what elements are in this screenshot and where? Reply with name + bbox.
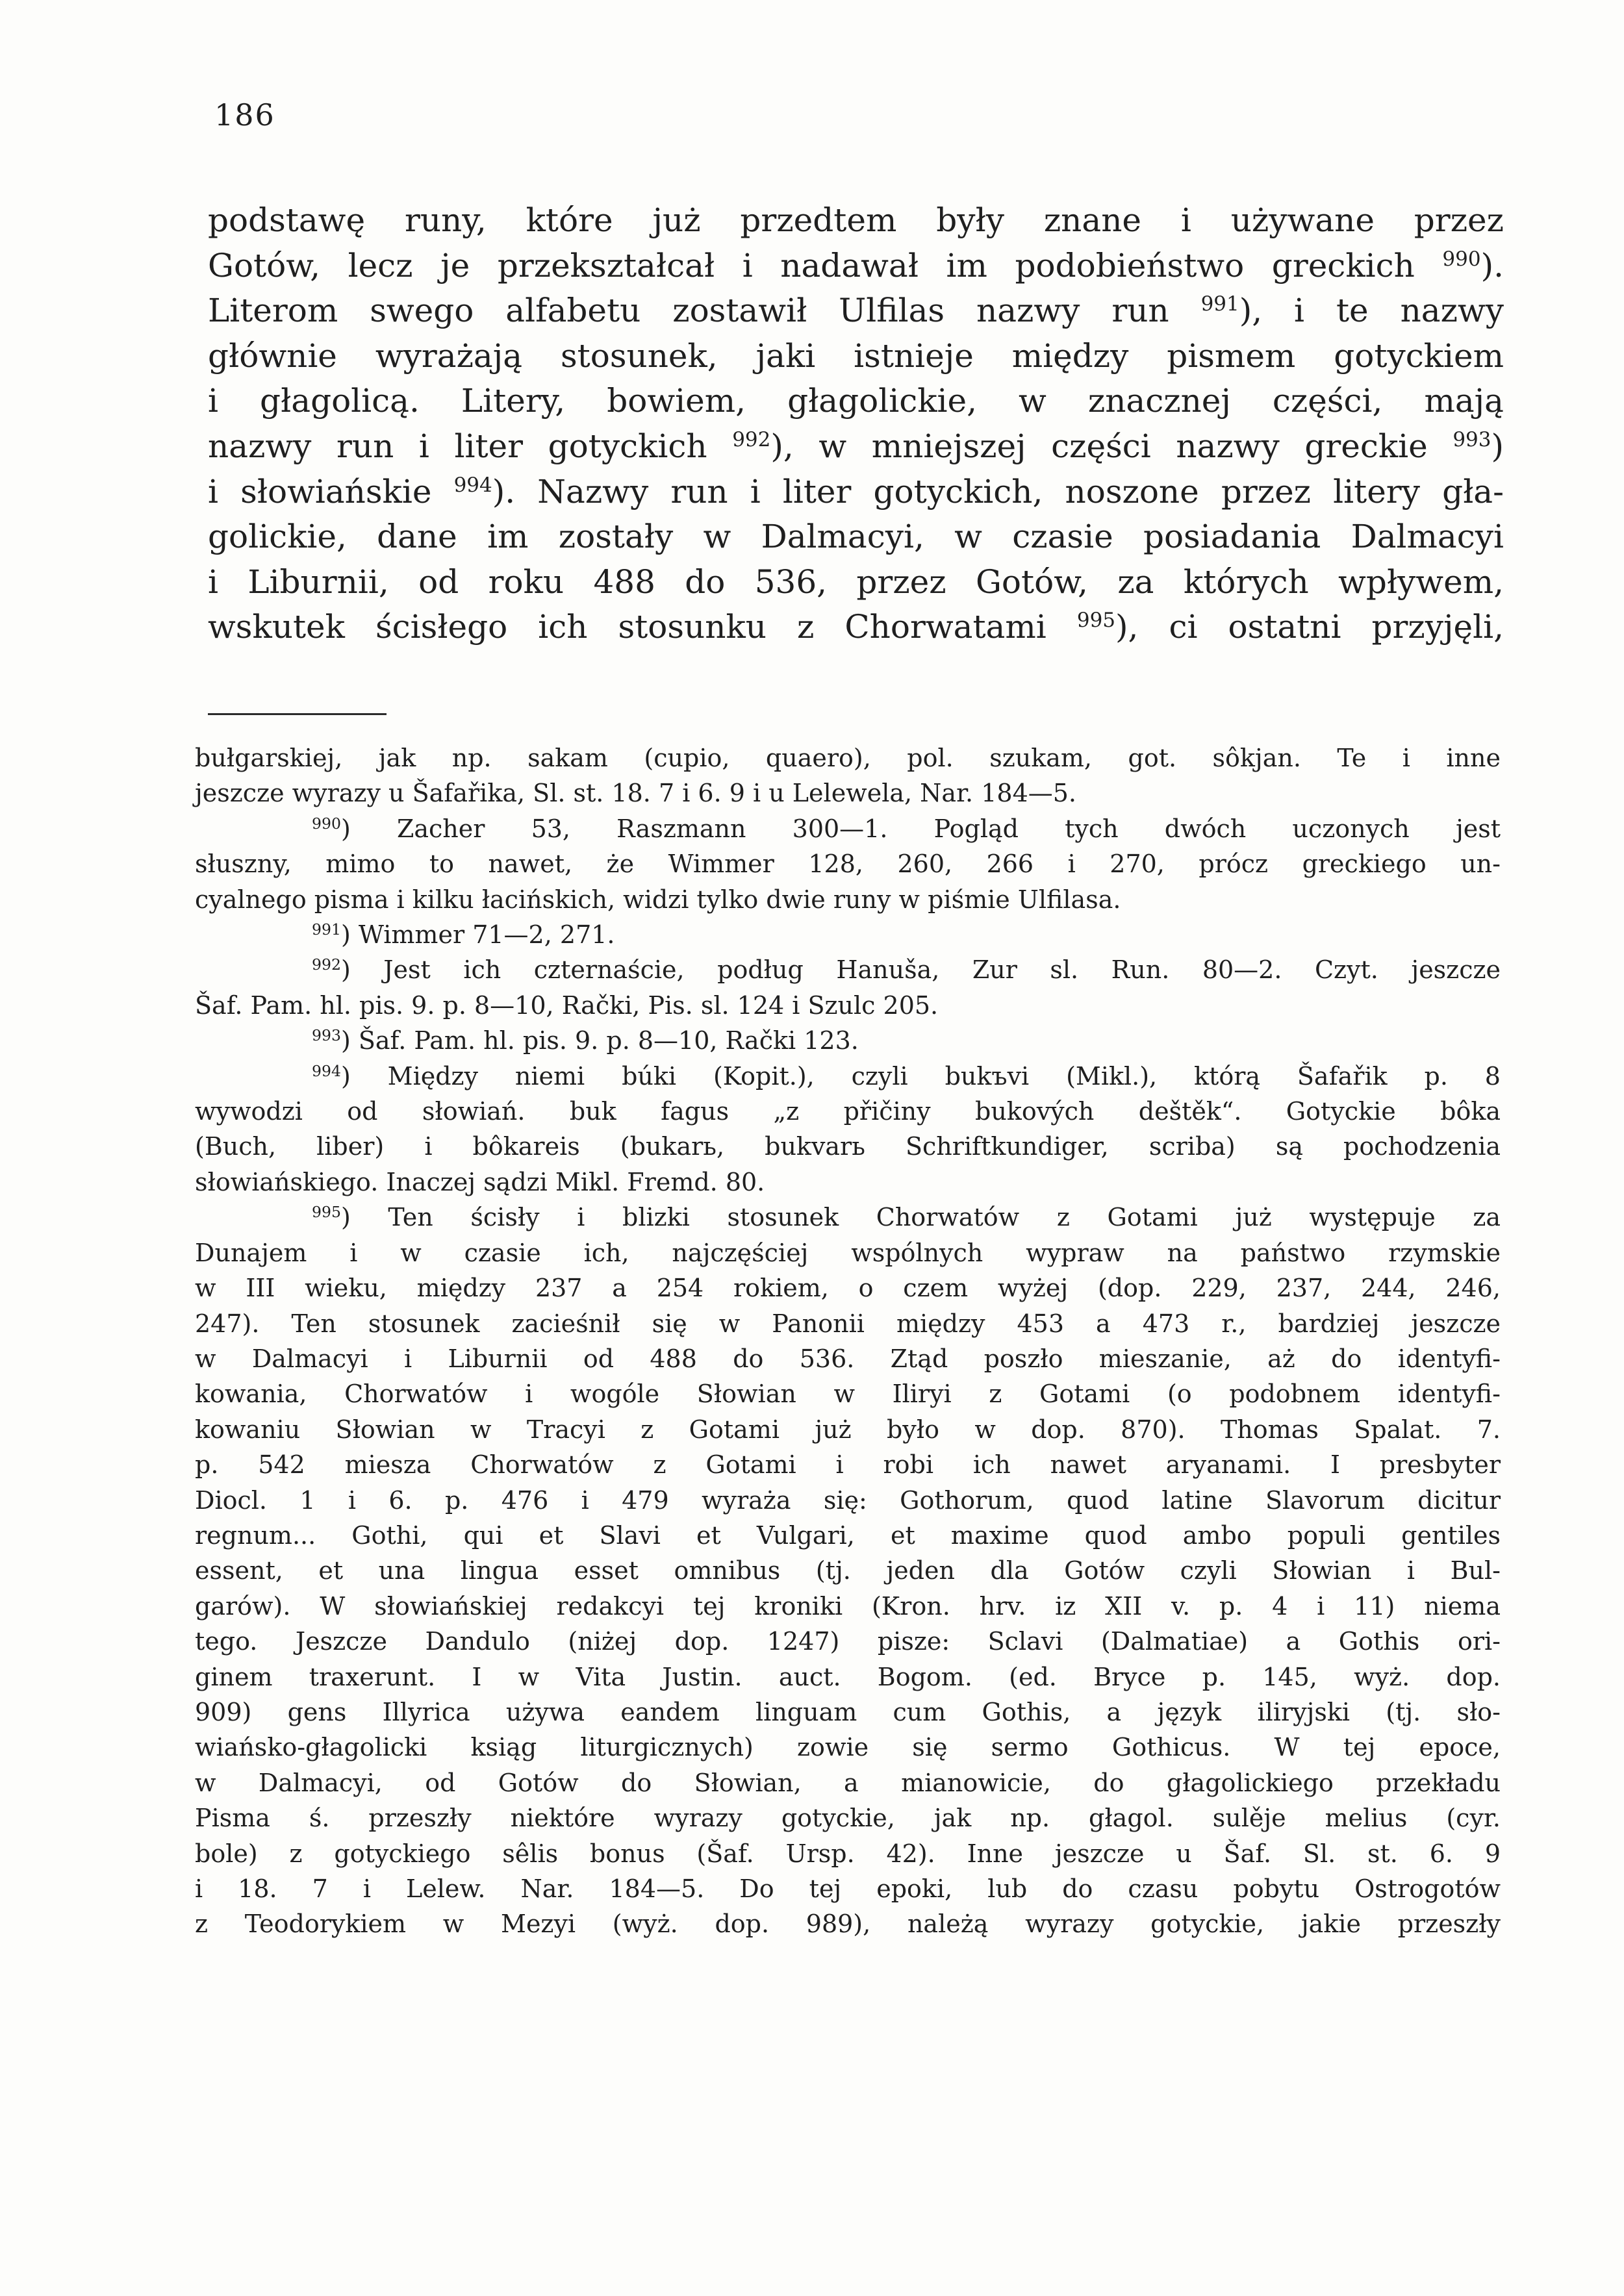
footnote-line: garów). W słowiańskiej redakcyi tej kroniki (Kron. hrv. iz XII v. p. 4 i 11) niema [195,1591,1501,1621]
text-line: głównie wyrażają stosunek, jaki istnieje między pismem gotyckiem [208,336,1504,375]
footnote-number: 994 [312,1061,341,1080]
footnote-line: słuszny, mimo to nawet, że Wimmer 128, 260, 266 i 270, prócz greckiego un- [195,850,1501,879]
text-line: i słowiańskie $^{994}$). Nazwy run i liter gotyckich, noszone przez litery gła- [208,472,1504,511]
footnote-line: w Dalmacyi, od Gotów do Słowian, a mianowicie, do głagolickiego przekładu [195,1768,1501,1797]
text-line: Gotów, lecz je przekształcał i nadawał im podobieństwo greckich $^{990}$). [208,246,1504,284]
page-number: 186 [214,97,275,132]
footnote-line: tego. Jeszcze Dandulo (niżej dop. 1247) pisze: Sclavi (Dalmatiae) a Gothis ori- [195,1627,1501,1656]
footnote-line: 247). Ten stosunek zacieśnił się w Panonii między 453 a 473 r., bardziej jeszcze [195,1309,1501,1338]
footnote-line: jeszcze wyrazy u Šafařika, Sl. st. 18. 7 i 6. 9 i u Lelewela, Nar. 184—5. [195,779,1076,808]
footnote-line: essent, et una lingua esset omnibus (tj. jeden dla Gotów czyli Słowian i Bul- [195,1556,1501,1585]
text-line: wskutek ścisłego ich stosunku z Chorwatami $^{995}$), ci ostatni przyjęli, [208,608,1504,646]
footnote-line: wiańsko-głagolicki ksiąg liturgicznych) zowie się sermo Gothicus. W tej epoce, [195,1733,1501,1762]
footnote-number: 991 [312,920,341,939]
footnote-line: $^{993}$) Šaf. Pam. hl. pis. 9. p. 8—10, Rački 123. [312,1026,859,1055]
footnote-line: Diocl. 1 i 6. p. 476 i 479 wyraża się: Gothorum, quod latine Slavorum dicitur [195,1485,1501,1515]
footnote-number: 995 [312,1203,341,1222]
footnote-line: w III wieku, między 237 a 254 rokiem, o czem wyżej (dop. 229, 237, 244, 246, [195,1274,1501,1303]
footnote-line: $^{992}$) Jest ich czternaście, podług Hanuša, Zur sl. Run. 80—2. Czyt. jeszcze [312,955,1501,985]
footnote-line: Pisma ś. przeszły niektóre wyrazy gotyckie, jak np. głagol. sulěje melius (cyr. [195,1804,1501,1833]
footnote-line: bułgarskiej, jak np. sakam (cupio, quaero), pol. szukam, got. sôkjan. Te i inne [195,744,1501,772]
text-line: podstawę runy, które już przedtem były znane i używane przez [208,201,1504,239]
footnote-line: i 18. 7 i Lelew. Nar. 184—5. Do tej epoki, lub do czasu pobytu Ostrogotów [195,1874,1501,1903]
footnote-ref: 990 [1442,247,1481,271]
footnote-line: $^{990}$) Zacher 53, Raszmann 300—1. Pogląd tych dwóch uczonych jest [312,814,1501,843]
text-line: Literom swego alfabetu zostawił Ulfilas nazwy run $^{991}$), i te nazwy [208,292,1504,330]
footnote-ref: 992 [732,427,771,451]
footnote-ref: 995 [1076,609,1116,633]
footnote-line: $^{994}$) Między niemi búki (Kopit.), czyli bukъvi (Mikl.), którą Šafařik p. 8 [312,1061,1501,1091]
footnote-line: z Teodorykiem w Mezyi (wyż. dop. 989), należą wyrazy gotyckie, jakie przeszły [195,1910,1501,1939]
footnote-line: (Buch, liber) i bôkareis (bukarь, bukvarь Schriftkundiger, scriba) są pochodzenia [195,1132,1501,1161]
footnote-line: wywodzi od słowiań. buk fagus „z přičiny bukových deštěk“. Gotyckie bôka [195,1097,1501,1126]
footnotes [195,740,1501,1942]
footnote-number: 993 [312,1026,341,1045]
text-line: i Liburnii, od roku 488 do 536, przez Gotów, za których wpływem, [208,562,1504,601]
footnote-line: kowaniu Słowian w Tracyi z Gotami już było w dop. 870). Thomas Spalat. 7. [195,1415,1501,1444]
main-text [208,198,1504,650]
footnote-number: 992 [312,955,341,974]
footnote-line: regnum... Gothi, qui et Slavi et Vulgari, et maxime quod ambo populi gentiles [195,1520,1501,1550]
footnote-line: p. 542 miesza Chorwatów z Gotami i robi ich nawet aryanami. I presbyter [195,1450,1501,1480]
footnote-line: ginem traxerunt. I w Vita Justin. auct. Bogom. (ed. Bryce p. 145, wyż. dop. [195,1662,1501,1691]
footnote-divider [208,713,387,715]
footnote-ref: 993 [1453,427,1491,451]
text-line: i głagolicą. Litery, bowiem, głagolickie, w znacznej części, mają [208,382,1504,420]
text-line: nazwy run i liter gotyckich $^{992}$), w mniejszej części nazwy greckie $^{993}$) [208,427,1504,465]
footnote-line: słowiańskiego. Inaczej sądzi Mikl. Fremd. 80. [195,1167,765,1196]
footnote-line: kowania, Chorwatów i wogóle Słowian w Iliryi z Gotami (o podobnem identyfi- [195,1380,1501,1409]
footnote-line: 909) gens Illyrica używa eandem linguam cum Gothis, a język iliryjski (tj. sło- [195,1697,1501,1726]
footnote-line: $^{995}$) Ten ścisły i blizki stosunek Chorwatów z Gotami już występuje za [312,1203,1501,1232]
footnote-line: $^{991}$) Wimmer 71—2, 271. [312,920,615,950]
text-line: golickie, dane im zostały w Dalmacyi, w czasie posiadania Dalmacyi [208,518,1504,556]
footnote-ref: 994 [453,473,492,497]
footnote-number: 990 [312,814,341,833]
footnote-line: Šaf. Pam. hl. pis. 9. p. 8—10, Rački, Pis. sl. 124 i Szulc 205. [195,990,939,1020]
footnote-line: Dunajem i w czasie ich, najczęściej wspólnych wypraw na państwo rzymskie [195,1238,1501,1267]
footnote-ref: 991 [1200,292,1239,316]
footnote-line: w Dalmacyi i Liburnii od 488 do 536. Ztąd poszło mieszanie, aż do identyfi- [195,1344,1501,1373]
footnote-line: bole) z gotyckiego sêlis bonus (Šaf. Ursp. 42). Inne jeszcze u Šaf. Sl. st. 6. 9 [195,1839,1501,1868]
footnote-line: cyalnego pisma i kilku łacińskich, widzi tylko dwie runy w piśmie Ulfilasa. [195,885,1121,914]
